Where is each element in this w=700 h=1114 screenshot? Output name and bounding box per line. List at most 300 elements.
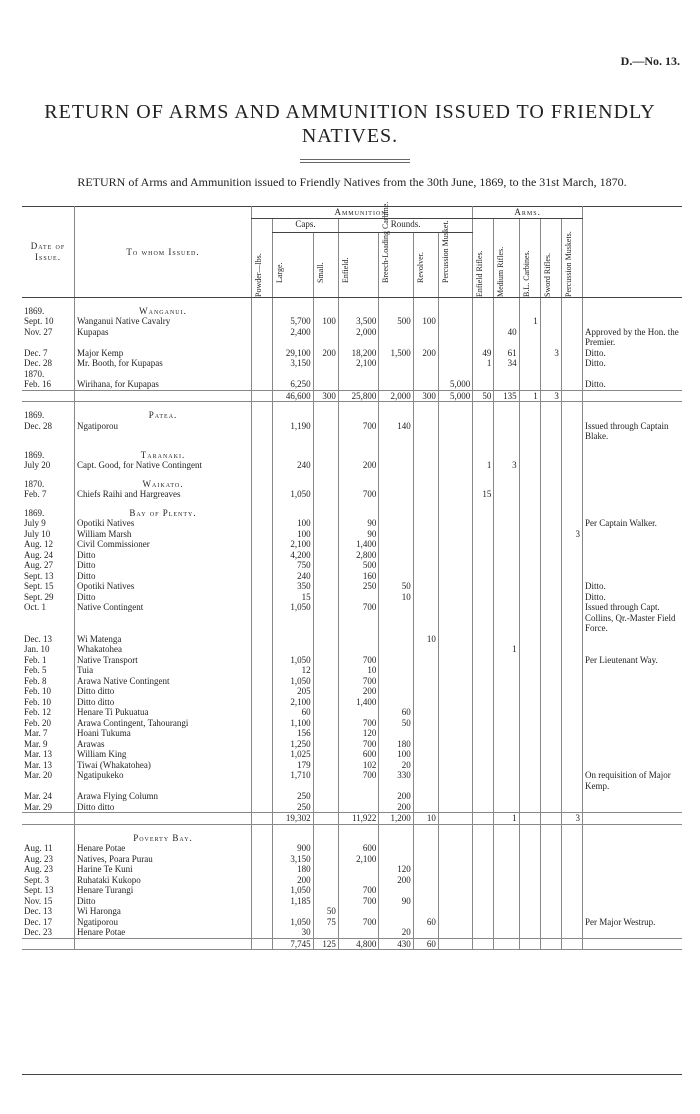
value-cell xyxy=(379,539,413,550)
value-cell xyxy=(540,592,561,603)
empty-cell xyxy=(75,813,252,825)
empty-cell xyxy=(583,369,683,380)
value-cell xyxy=(379,917,413,928)
value-cell xyxy=(413,327,438,348)
row-date: Dec. 13 xyxy=(24,633,52,644)
value-cell xyxy=(494,489,519,500)
value-cell: 10 xyxy=(338,665,379,676)
row-recipient: Ngatiporou xyxy=(75,917,252,928)
table-row xyxy=(22,655,682,666)
value-cell xyxy=(252,316,273,327)
value-cell xyxy=(252,571,273,582)
row-remark: Per Major Westrup. xyxy=(583,917,683,928)
value-cell xyxy=(519,379,540,390)
value-cell: 61 xyxy=(494,348,519,359)
value-cell: 120 xyxy=(338,728,379,739)
value-cell xyxy=(438,518,472,529)
value-cell xyxy=(519,348,540,359)
value-cell xyxy=(540,602,561,634)
value-cell xyxy=(519,864,540,875)
table-row xyxy=(22,843,682,854)
value-cell: 6,250 xyxy=(273,379,314,390)
value-cell xyxy=(540,489,561,500)
value-cell xyxy=(252,791,273,802)
table-row xyxy=(22,348,682,359)
value-cell xyxy=(540,571,561,582)
value-cell xyxy=(540,802,561,813)
row-date: Mar. 20 xyxy=(24,770,52,780)
row-recipient: William King xyxy=(75,749,252,760)
value-cell xyxy=(379,550,413,561)
value-cell: 700 xyxy=(338,602,379,634)
row-remark: Ditto. xyxy=(583,379,683,390)
empty-cell xyxy=(252,824,273,843)
value-cell: 330 xyxy=(379,770,413,791)
value-cell xyxy=(519,707,540,718)
row-remark xyxy=(583,906,683,917)
value-cell xyxy=(313,697,338,708)
value-cell xyxy=(561,676,582,687)
row-recipient: Arawa Native Contingent xyxy=(75,676,252,687)
row-recipient: Wanganui Native Cavalry xyxy=(75,316,252,327)
row-recipient: Opotiki Natives xyxy=(75,518,252,529)
value-cell xyxy=(252,864,273,875)
empty-cell xyxy=(583,500,683,519)
empty-cell xyxy=(583,390,683,402)
value-cell: 2,100 xyxy=(338,854,379,865)
empty-cell xyxy=(338,297,379,316)
row-date: Dec. 28 xyxy=(24,420,52,431)
value-cell xyxy=(438,581,472,592)
value-cell xyxy=(379,854,413,865)
row-date: Sept. 10 xyxy=(24,316,54,326)
value-cell xyxy=(561,348,582,359)
value-cell xyxy=(473,802,494,813)
value-cell xyxy=(413,529,438,540)
value-cell xyxy=(338,864,379,875)
empty-cell xyxy=(273,369,314,380)
value-cell xyxy=(379,906,413,917)
row-recipient: Ditto xyxy=(75,550,252,561)
value-cell xyxy=(379,571,413,582)
value-cell xyxy=(561,917,582,928)
empty-cell xyxy=(583,442,683,461)
row-remark xyxy=(583,550,683,561)
value-cell xyxy=(313,550,338,561)
value-cell: 700 xyxy=(338,718,379,729)
value-cell xyxy=(413,518,438,529)
empty-cell xyxy=(438,442,472,461)
total-cell: 4,800 xyxy=(338,938,379,950)
value-cell xyxy=(313,358,338,369)
year-row xyxy=(22,369,682,380)
value-cell: 40 xyxy=(494,327,519,348)
value-cell xyxy=(438,697,472,708)
total-cell xyxy=(519,813,540,825)
value-cell xyxy=(313,634,338,645)
table-row xyxy=(22,634,682,645)
empty-cell xyxy=(338,824,379,843)
value-cell xyxy=(313,718,338,729)
value-cell xyxy=(252,327,273,348)
value-cell xyxy=(252,539,273,550)
value-cell xyxy=(494,571,519,582)
value-cell xyxy=(313,875,338,886)
value-cell: 100 xyxy=(313,316,338,327)
row-date: Oct. 1 xyxy=(24,602,46,612)
value-cell xyxy=(519,854,540,865)
value-cell xyxy=(379,602,413,634)
total-cell: 25,800 xyxy=(338,390,379,402)
value-cell xyxy=(252,581,273,592)
empty-cell xyxy=(561,500,582,519)
row-date: Aug. 24 xyxy=(24,549,53,560)
region-row xyxy=(22,500,682,519)
value-cell: 100 xyxy=(413,316,438,327)
empty-cell xyxy=(561,824,582,843)
value-cell xyxy=(473,518,494,529)
value-cell: 200 xyxy=(338,460,379,471)
value-cell xyxy=(252,421,273,442)
value-cell xyxy=(473,791,494,802)
region-name: Wanganui. xyxy=(75,297,252,316)
header-remarks xyxy=(583,207,683,298)
row-remark xyxy=(583,843,683,854)
empty-cell xyxy=(379,297,413,316)
value-cell: 102 xyxy=(338,760,379,771)
table-row xyxy=(22,529,682,540)
value-cell: 2,100 xyxy=(338,358,379,369)
value-cell: 1,185 xyxy=(273,896,314,907)
row-recipient: Kupapas xyxy=(75,327,252,348)
value-cell xyxy=(438,802,472,813)
value-cell xyxy=(413,581,438,592)
total-cell: 125 xyxy=(313,938,338,950)
row-recipient: Ditto ditto xyxy=(75,686,252,697)
value-cell xyxy=(494,917,519,928)
value-cell xyxy=(494,581,519,592)
value-cell xyxy=(473,379,494,390)
value-cell: 49 xyxy=(473,348,494,359)
row-remark xyxy=(583,571,683,582)
total-cell: 46,600 xyxy=(273,390,314,402)
value-cell xyxy=(540,634,561,645)
value-cell xyxy=(561,602,582,634)
row-remark xyxy=(583,885,683,896)
total-cell: 7,745 xyxy=(273,938,314,950)
table-row xyxy=(22,518,682,529)
value-cell xyxy=(494,665,519,676)
value-cell: 2,100 xyxy=(273,697,314,708)
value-cell xyxy=(413,770,438,791)
empty-cell xyxy=(338,402,379,421)
row-date xyxy=(22,824,75,843)
row-remark: Issued through Captain Blake. xyxy=(583,421,683,442)
value-cell xyxy=(273,634,314,645)
value-cell xyxy=(494,592,519,603)
row-date: July 20 xyxy=(24,460,51,470)
empty-cell xyxy=(583,938,683,950)
value-cell: 29,100 xyxy=(273,348,314,359)
row-date: Mar. 7 xyxy=(24,728,48,738)
value-cell xyxy=(519,749,540,760)
row-date: 1870. xyxy=(24,478,45,489)
value-cell xyxy=(438,460,472,471)
empty-cell xyxy=(252,471,273,490)
value-cell xyxy=(438,358,472,369)
value-cell xyxy=(519,770,540,791)
row-date: Feb. 8 xyxy=(24,675,47,686)
value-cell xyxy=(273,906,314,917)
value-cell: 15 xyxy=(273,592,314,603)
table-row xyxy=(22,927,682,938)
row-remark xyxy=(583,718,683,729)
value-cell: 1,250 xyxy=(273,739,314,750)
value-cell xyxy=(561,518,582,529)
empty-cell xyxy=(338,442,379,461)
value-cell xyxy=(540,760,561,771)
total-cell xyxy=(519,938,540,950)
value-cell xyxy=(519,489,540,500)
value-cell: 200 xyxy=(379,802,413,813)
value-cell xyxy=(313,539,338,550)
table-row xyxy=(22,707,682,718)
value-cell: 50 xyxy=(313,906,338,917)
value-cell xyxy=(252,602,273,634)
value-cell xyxy=(561,327,582,348)
value-cell xyxy=(561,581,582,592)
value-cell: 1 xyxy=(494,644,519,655)
total-cell: 1,200 xyxy=(379,813,413,825)
value-cell xyxy=(561,665,582,676)
row-recipient: Wi Haronga xyxy=(75,906,252,917)
value-cell xyxy=(313,571,338,582)
value-cell xyxy=(413,655,438,666)
value-cell xyxy=(494,791,519,802)
row-recipient: Ditto xyxy=(75,560,252,571)
value-cell xyxy=(379,686,413,697)
value-cell xyxy=(313,529,338,540)
value-cell xyxy=(379,665,413,676)
total-cell xyxy=(252,390,273,402)
row-date: 1869. xyxy=(24,410,45,420)
row-recipient: Wirihana, for Kupapas xyxy=(75,379,252,390)
return-table xyxy=(22,201,682,950)
row-date: Dec. 17 xyxy=(24,916,52,927)
value-cell: 1,400 xyxy=(338,539,379,550)
value-cell xyxy=(473,665,494,676)
header-caps: Caps. xyxy=(273,218,339,233)
row-date: 1870. xyxy=(24,368,45,379)
value-cell xyxy=(313,854,338,865)
value-cell xyxy=(313,896,338,907)
value-cell: 200 xyxy=(379,875,413,886)
value-cell xyxy=(313,592,338,603)
value-cell: 5,700 xyxy=(273,316,314,327)
value-cell xyxy=(438,348,472,359)
table-row xyxy=(22,791,682,802)
row-remark: Approved by the Hon. the Premier. xyxy=(583,327,683,348)
row-date: Nov. 27 xyxy=(24,326,53,337)
row-recipient: Ngatiporou xyxy=(75,421,252,442)
value-cell xyxy=(494,697,519,708)
row-remark: Ditto. xyxy=(583,348,683,359)
empty-cell xyxy=(338,471,379,490)
value-cell xyxy=(338,379,379,390)
empty-cell xyxy=(473,442,494,461)
total-cell: 19,302 xyxy=(273,813,314,825)
empty-cell xyxy=(379,471,413,490)
value-cell xyxy=(338,707,379,718)
row-recipient: William Marsh xyxy=(75,529,252,540)
value-cell xyxy=(413,854,438,865)
value-cell xyxy=(473,697,494,708)
row-remark xyxy=(583,539,683,550)
empty-cell xyxy=(75,390,252,402)
row-recipient: Ditto xyxy=(75,592,252,603)
total-cell: 300 xyxy=(313,390,338,402)
value-cell xyxy=(438,739,472,750)
value-cell: 60 xyxy=(413,917,438,928)
header-small: Small. xyxy=(315,262,325,284)
value-cell: 1 xyxy=(473,460,494,471)
value-cell xyxy=(494,518,519,529)
empty-cell xyxy=(75,369,252,380)
value-cell xyxy=(519,655,540,666)
empty-cell xyxy=(379,369,413,380)
empty-cell xyxy=(252,297,273,316)
empty-cell xyxy=(561,369,582,380)
total-cell xyxy=(252,938,273,950)
value-cell xyxy=(473,327,494,348)
header-percussion-musket: Percussion Musket. xyxy=(440,220,450,284)
region-name: Bay of Plenty. xyxy=(75,500,252,519)
value-cell xyxy=(519,581,540,592)
value-cell xyxy=(494,718,519,729)
value-cell xyxy=(252,896,273,907)
empty-cell xyxy=(273,500,314,519)
value-cell xyxy=(540,875,561,886)
empty-cell xyxy=(379,442,413,461)
row-date: Sept. 13 xyxy=(24,570,54,581)
value-cell: 1,500 xyxy=(379,348,413,359)
value-cell xyxy=(519,728,540,739)
value-cell xyxy=(413,875,438,886)
value-cell xyxy=(438,864,472,875)
value-cell xyxy=(473,760,494,771)
value-cell xyxy=(438,770,472,791)
value-cell xyxy=(313,421,338,442)
empty-cell xyxy=(273,442,314,461)
table-row xyxy=(22,802,682,813)
empty-cell xyxy=(561,402,582,421)
empty-cell xyxy=(413,471,438,490)
value-cell xyxy=(561,864,582,875)
row-date: Sept. 3 xyxy=(24,874,50,885)
empty-cell xyxy=(519,442,540,461)
value-cell xyxy=(540,927,561,938)
value-cell xyxy=(540,697,561,708)
value-cell xyxy=(252,875,273,886)
value-cell xyxy=(519,896,540,907)
value-cell xyxy=(519,676,540,687)
value-cell xyxy=(473,560,494,571)
value-cell xyxy=(252,634,273,645)
value-cell xyxy=(540,917,561,928)
value-cell: 2,800 xyxy=(338,550,379,561)
value-cell xyxy=(561,802,582,813)
value-cell xyxy=(313,760,338,771)
value-cell xyxy=(540,644,561,655)
empty-cell xyxy=(22,938,75,950)
value-cell xyxy=(561,927,582,938)
row-date: Feb. 12 xyxy=(24,707,51,717)
header-to-whom: To whom Issued. xyxy=(75,207,252,298)
row-recipient: Arawas xyxy=(75,739,252,750)
value-cell xyxy=(338,927,379,938)
value-cell xyxy=(494,560,519,571)
empty-cell xyxy=(473,824,494,843)
row-remark xyxy=(583,665,683,676)
value-cell xyxy=(413,739,438,750)
empty-cell xyxy=(313,297,338,316)
value-cell: 120 xyxy=(379,864,413,875)
value-cell: 3,150 xyxy=(273,854,314,865)
value-cell xyxy=(561,697,582,708)
value-cell xyxy=(494,676,519,687)
empty-cell xyxy=(413,442,438,461)
table-row xyxy=(22,421,682,442)
header-powder: Powder—lbs. xyxy=(254,252,264,297)
empty-cell xyxy=(494,471,519,490)
value-cell xyxy=(519,634,540,645)
value-cell: 4,200 xyxy=(273,550,314,561)
value-cell xyxy=(438,686,472,697)
row-recipient: Chiefs Raihi and Hargreaves xyxy=(75,489,252,500)
row-date: Sept. 13 xyxy=(24,885,54,895)
region-name: Taranaki. xyxy=(75,442,252,461)
row-date: Sept. 29 xyxy=(24,591,54,602)
value-cell xyxy=(252,802,273,813)
value-cell xyxy=(473,634,494,645)
value-cell xyxy=(438,560,472,571)
table-row xyxy=(22,885,682,896)
empty-cell xyxy=(494,442,519,461)
total-cell: 135 xyxy=(494,390,519,402)
value-cell: 200 xyxy=(379,791,413,802)
total-cell: 3 xyxy=(540,390,561,402)
value-cell: 179 xyxy=(273,760,314,771)
value-cell xyxy=(413,665,438,676)
value-cell xyxy=(494,379,519,390)
value-cell: 34 xyxy=(494,358,519,369)
value-cell xyxy=(413,460,438,471)
row-remark xyxy=(583,686,683,697)
value-cell xyxy=(438,421,472,442)
value-cell xyxy=(561,550,582,561)
value-cell: 2,000 xyxy=(338,327,379,348)
empty-cell xyxy=(252,369,273,380)
value-cell xyxy=(473,739,494,750)
value-cell xyxy=(413,927,438,938)
value-cell xyxy=(438,791,472,802)
value-cell: 350 xyxy=(273,581,314,592)
row-date: Aug. 11 xyxy=(24,843,53,853)
value-cell xyxy=(473,875,494,886)
value-cell xyxy=(494,843,519,854)
region-row xyxy=(22,824,682,843)
value-cell xyxy=(519,760,540,771)
